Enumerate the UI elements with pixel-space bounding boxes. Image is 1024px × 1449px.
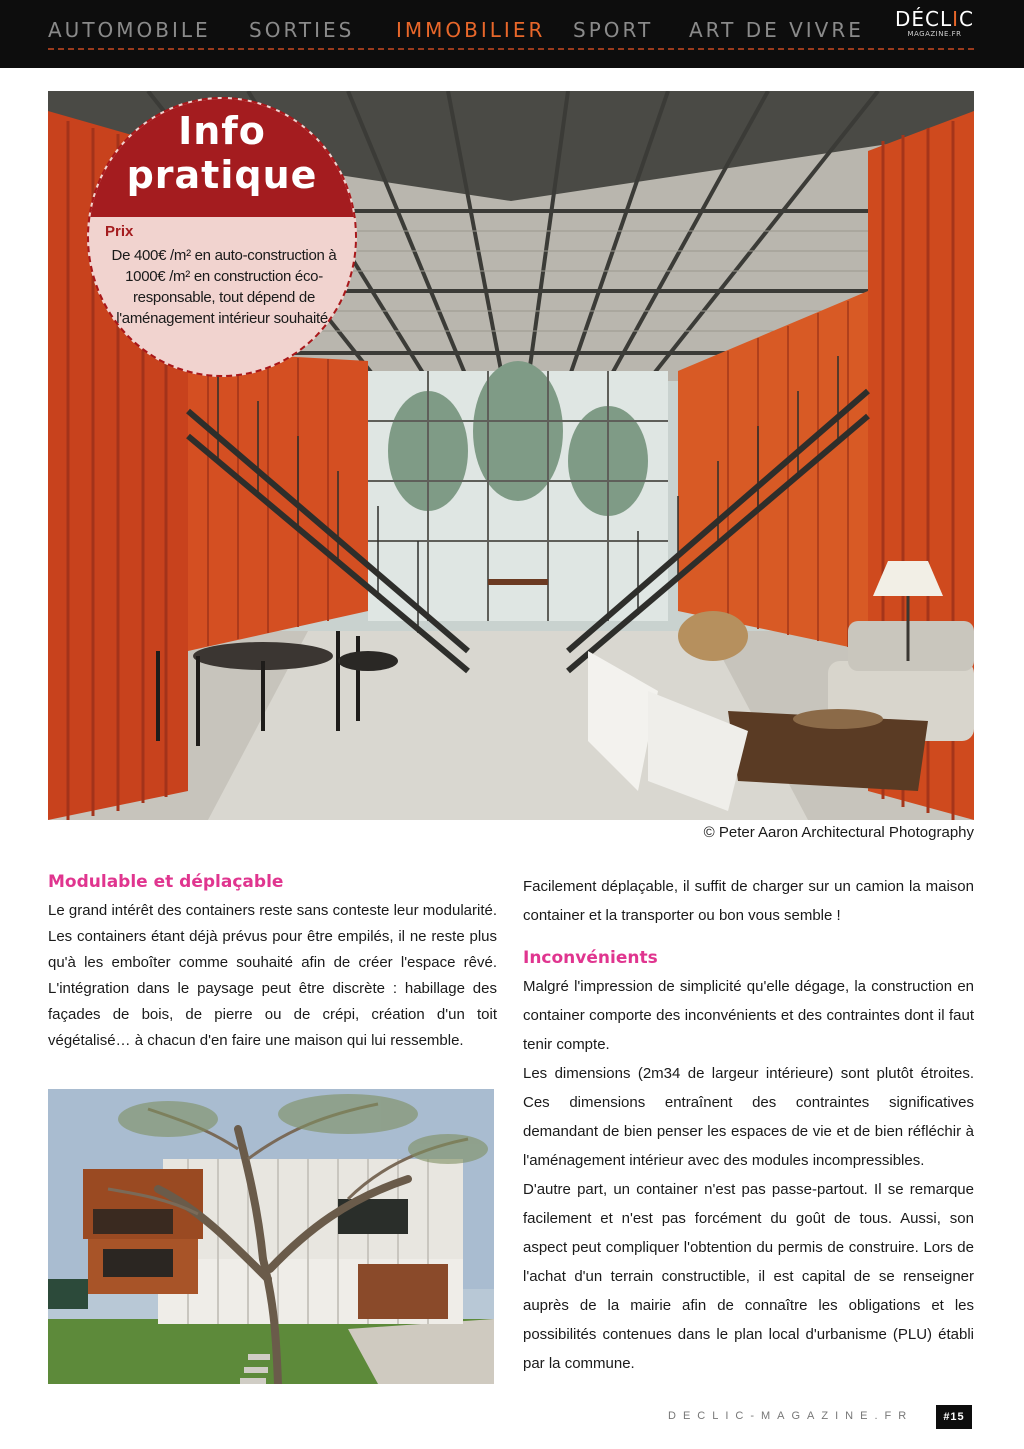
price-text: De 400€ /m² en auto-construction à 1000€ /m² en construction éco-responsable, tout dépend de l'aménagement intérieur souhaité. bbox=[111, 247, 337, 327]
price-label: Prix bbox=[105, 223, 134, 240]
section-heading-modulable: Modulable et déplaçable bbox=[48, 872, 284, 892]
nav-item-sorties[interactable]: SORTIES bbox=[249, 18, 355, 42]
nav-item-sport[interactable]: SPORT bbox=[573, 18, 654, 42]
paragraph-inconvenients-2: Les dimensions (2m34 de largeur intérieure) sont plutôt étroites. Ces dimensions entraînent des contraintes significatives demandant de bien penser les espaces de vie et de bien réfléchir à l'aménagement intérieur avec des modules incompressibles. bbox=[523, 1065, 974, 1169]
page-number: #15 bbox=[936, 1405, 972, 1429]
nav-item-immobilier[interactable]: IMMOBILIER bbox=[396, 18, 546, 42]
footer-site-name[interactable]: DECLIC-MAGAZINE.FR bbox=[668, 1410, 914, 1422]
section-nav bbox=[48, 18, 878, 48]
house-exterior-photo bbox=[48, 1089, 494, 1384]
paragraph-modulable: Le grand intérêt des containers reste sans conteste leur modularité. Les containers étant déjà prévus pour être empilés, il ne reste plus qu'à les emboîter comme souhaité afin de créer l'espace rêvé. L'intégration dans le paysage peut être discrète : habillage des façades de bois, de pierre ou de crépi, création d'un toit végétalisé… à chacun d'en faire une maison qui lui ressemble. bbox=[48, 902, 497, 1049]
nav-item-automobile[interactable]: AUTOMOBILE bbox=[48, 18, 211, 42]
logo-subtitle: MAGAZINE.FR bbox=[907, 30, 962, 38]
paragraph-deplacable: Facilement déplaçable, il suffit de charger sur un camion la maison container et la transporter ou bon vous semble ! bbox=[523, 878, 974, 924]
info-pratique-bubble bbox=[87, 97, 357, 377]
photo-credit: © Peter Aaron Architectural Photography bbox=[703, 824, 974, 841]
page-header bbox=[0, 0, 1024, 68]
paragraph-inconvenients-3: D'autre part, un container n'est pas passe-partout. Il se remarque facilement et n'est pas forcément du goût de tous. Aussi, son aspect peut compliquer l'obtention du permis de construire. Lors de l'achat d'un terrain constructible, il est capital de se renseigner auprès de la mairie afin de connaître les obligations et les possibilités contenues dans le plan local d'urbanisme (PLU) établi par la commune. bbox=[523, 1181, 974, 1372]
nav-item-art-de-vivre[interactable]: ART DE VIVRE bbox=[689, 18, 864, 42]
logo-wordmark: DÉCLIC bbox=[894, 7, 974, 31]
info-bubble-title: Info pratique bbox=[126, 109, 318, 197]
right-column bbox=[523, 872, 974, 1378]
section-heading-inconvenients: Inconvénients bbox=[523, 948, 658, 968]
paragraph-inconvenients-1: Malgré l'impression de simplicité qu'elle dégage, la construction en container comporte des inconvénients et des contraintes dont il faut tenir compte. bbox=[523, 978, 974, 1053]
nav-divider bbox=[48, 48, 974, 50]
site-logo[interactable] bbox=[895, 8, 974, 38]
left-column bbox=[48, 872, 497, 1054]
